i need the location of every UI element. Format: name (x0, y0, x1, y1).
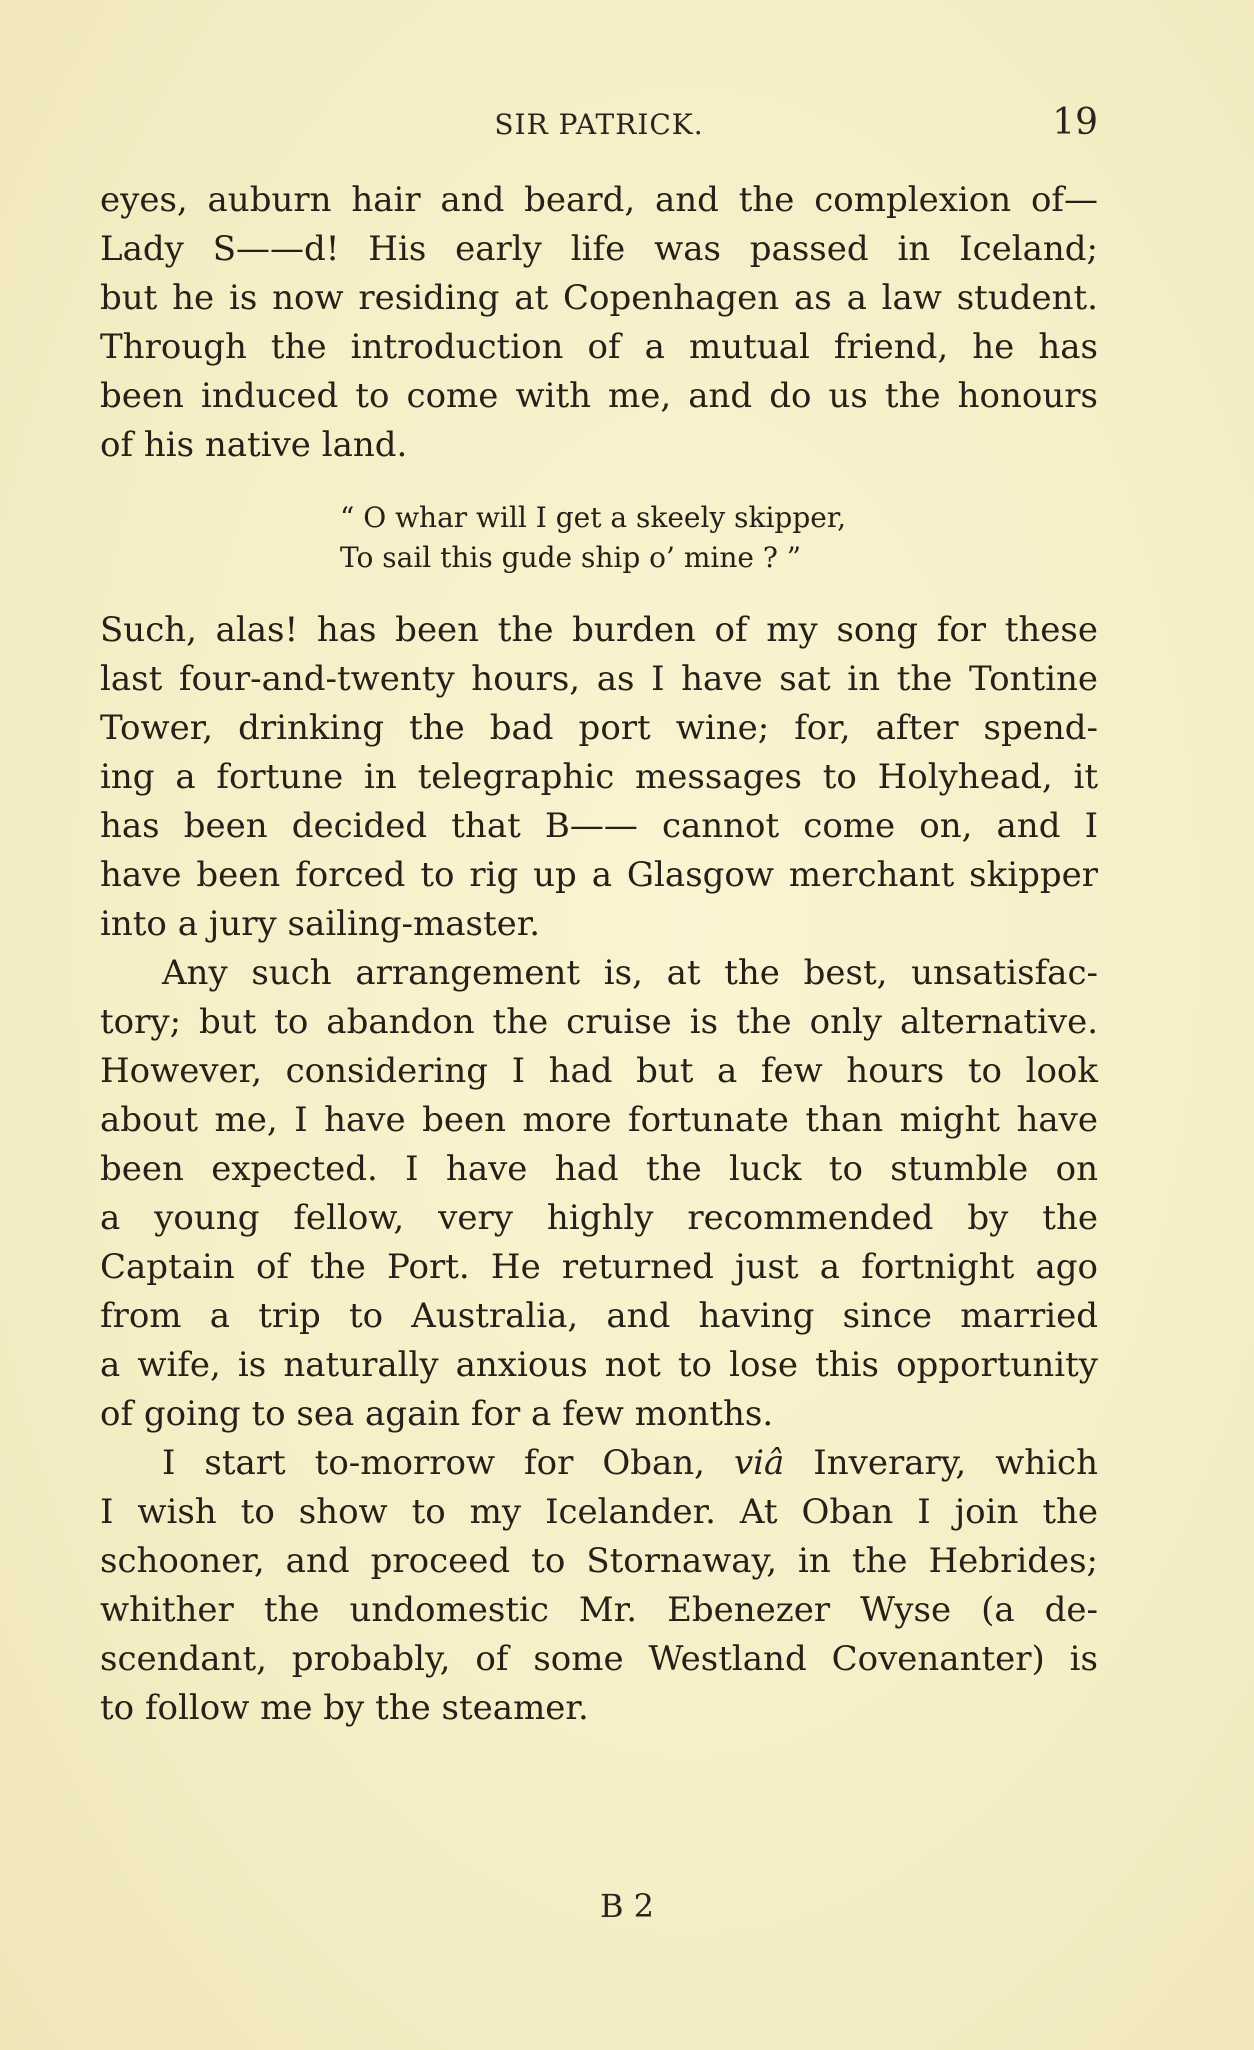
text-line: into a jury sailing-master. (100, 904, 541, 944)
verse-line-1: “ O whar will I get a skeely skipper, (340, 501, 847, 534)
text-line: Any such arrangement is, at the best, unsatisfac- (162, 953, 1098, 993)
text-line: Captain of the Port. He returned just a fortnight ago (100, 1247, 1098, 1287)
text-line: of going to sea again for a few months. (100, 1394, 774, 1434)
paragraph-1 (100, 176, 1098, 470)
paragraph-3 (100, 949, 1098, 1439)
text-line: Lady S——d! His early life was passed in Iceland; (100, 229, 1098, 269)
text-line: have been forced to rig up a Glasgow merchant skipper (100, 855, 1098, 895)
text-line: been induced to come with me, and do us the honours (100, 376, 1098, 416)
text-line: but he is now residing at Copenhagen as a law student. (100, 278, 1098, 318)
text-line: I wish to show to my Icelander. At Oban I join the (100, 1492, 1098, 1532)
verse-quotation (100, 498, 1098, 578)
text-line: has been decided that B—— cannot come on, and I (100, 806, 1098, 846)
running-head (100, 100, 1098, 150)
paragraph-2 (100, 606, 1098, 949)
text-line: of his native land. (100, 425, 408, 465)
text-line: been expected. I have had the luck to stumble on (100, 1149, 1098, 1189)
text-line: Such, alas! has been the burden of my song for these (100, 610, 1098, 650)
text-line: a young fellow, very highly recommended by the (100, 1198, 1098, 1238)
running-title: SIR PATRICK. (494, 108, 704, 141)
italic-word: viâ (733, 1443, 785, 1483)
text-line: schooner, and proceed to Stornaway, in the Hebrides; (100, 1541, 1098, 1581)
text-line (100, 1439, 1098, 1488)
verse-line-2: To sail this gude ship o’ mine ? ” (340, 541, 802, 574)
text-line: Through the introduction of a mutual friend, he has (100, 327, 1098, 367)
text-segment: I start to-morrow for Oban, (162, 1443, 705, 1483)
text-segment: Inverary, which (813, 1443, 1099, 1483)
text-line: whither the undomestic Mr. Ebenezer Wyse (a de- (100, 1590, 1098, 1630)
body-text (100, 176, 1098, 1733)
text-line: to follow me by the steamer. (100, 1688, 589, 1728)
page-number: 19 (1052, 102, 1098, 143)
text-line: However, considering I had but a few hours to look (100, 1051, 1098, 1091)
text-line: a wife, is naturally anxious not to lose this opportunity (100, 1345, 1098, 1385)
text-line: about me, I have been more fortunate than might have (100, 1100, 1098, 1140)
text-line: last four-and-twenty hours, as I have sat in the Tontine (100, 659, 1098, 699)
text-line: eyes, auburn hair and beard, and the complexion of— (100, 180, 1098, 220)
text-line: scendant, probably, of some Westland Covenanter) is (100, 1639, 1098, 1679)
paragraph-4 (100, 1439, 1098, 1733)
text-line: from a trip to Australia, and having since married (100, 1296, 1098, 1336)
signature-mark: B 2 (599, 1887, 655, 1925)
text-line: ing a fortune in telegraphic messages to Holyhead, it (100, 757, 1098, 797)
text-line: Tower, drinking the bad port wine; for, after spend- (100, 708, 1098, 748)
text-line: tory; but to abandon the cruise is the only alternative. (100, 1002, 1098, 1042)
